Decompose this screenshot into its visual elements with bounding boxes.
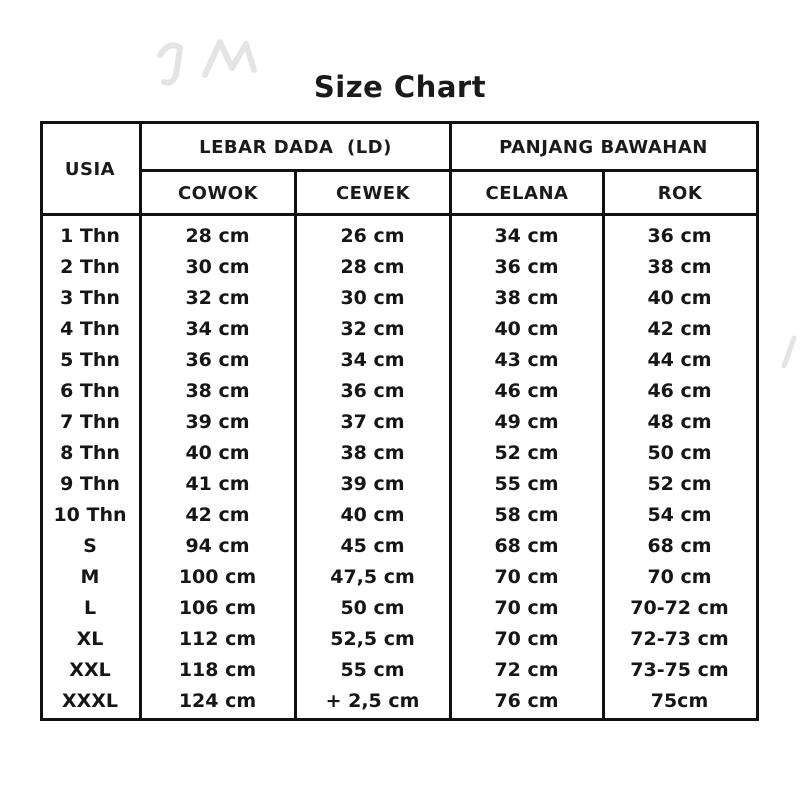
table-row bbox=[0, 593, 800, 624]
cell-rok: 48 cm bbox=[647, 411, 712, 433]
cell-rok: 42 cm bbox=[647, 318, 712, 340]
cell-rok: 70 cm bbox=[647, 566, 712, 588]
cell-usia: 5 Thn bbox=[60, 349, 120, 371]
table-row bbox=[0, 407, 800, 438]
cell-cowok: 34 cm bbox=[185, 318, 250, 340]
cell-cewek: 45 cm bbox=[340, 535, 405, 557]
table-row bbox=[0, 376, 800, 407]
cell-celana: 38 cm bbox=[494, 287, 559, 309]
cell-cewek: + 2,5 cm bbox=[325, 690, 420, 712]
table-row bbox=[0, 624, 800, 655]
cell-cowok: 28 cm bbox=[185, 225, 250, 247]
table-row bbox=[0, 469, 800, 500]
cell-celana: 36 cm bbox=[494, 256, 559, 278]
cell-cewek: 30 cm bbox=[340, 287, 405, 309]
table-row bbox=[0, 283, 800, 314]
cell-cowok: 38 cm bbox=[185, 380, 250, 402]
cell-rok: 38 cm bbox=[647, 256, 712, 278]
cell-cewek: 32 cm bbox=[340, 318, 405, 340]
cell-cowok: 40 cm bbox=[185, 442, 250, 464]
cell-cowok: 118 cm bbox=[178, 659, 257, 681]
cell-celana: 55 cm bbox=[494, 473, 559, 495]
cell-usia: L bbox=[83, 597, 97, 619]
page-title: Size Chart bbox=[313, 70, 487, 104]
cell-cewek: 38 cm bbox=[340, 442, 405, 464]
cell-cewek: 37 cm bbox=[340, 411, 405, 433]
cell-rok: 68 cm bbox=[647, 535, 712, 557]
cell-cewek: 40 cm bbox=[340, 504, 405, 526]
header-cewek: CEWEK bbox=[335, 182, 411, 204]
cell-usia: M bbox=[80, 566, 100, 588]
cell-cowok: 100 cm bbox=[178, 566, 257, 588]
cell-cewek: 47,5 cm bbox=[330, 566, 415, 588]
header-rok: ROK bbox=[657, 182, 703, 204]
table-row bbox=[0, 655, 800, 686]
cell-usia: XL bbox=[76, 628, 104, 650]
cell-celana: 43 cm bbox=[494, 349, 559, 371]
cell-cewek: 28 cm bbox=[340, 256, 405, 278]
cell-celana: 68 cm bbox=[494, 535, 559, 557]
cell-rok: 36 cm bbox=[647, 225, 712, 247]
header-celana: CELANA bbox=[485, 182, 569, 204]
cell-rok: 50 cm bbox=[647, 442, 712, 464]
cell-cowok: 124 cm bbox=[178, 690, 257, 712]
table-row bbox=[0, 686, 800, 717]
cell-usia: 1 Thn bbox=[60, 225, 120, 247]
cell-celana: 72 cm bbox=[494, 659, 559, 681]
cell-cewek: 50 cm bbox=[340, 597, 405, 619]
cell-rok: 52 cm bbox=[647, 473, 712, 495]
cell-cewek: 52,5 cm bbox=[330, 628, 415, 650]
cell-usia: 7 Thn bbox=[60, 411, 120, 433]
cell-rok: 54 cm bbox=[647, 504, 712, 526]
cell-celana: 46 cm bbox=[494, 380, 559, 402]
cell-rok: 72-73 cm bbox=[630, 628, 729, 650]
cell-cewek: 34 cm bbox=[340, 349, 405, 371]
cell-usia: 10 Thn bbox=[53, 504, 127, 526]
cell-rok: 44 cm bbox=[647, 349, 712, 371]
cell-usia: 3 Thn bbox=[60, 287, 120, 309]
cell-celana: 52 cm bbox=[494, 442, 559, 464]
table-row bbox=[0, 531, 800, 562]
table-row bbox=[0, 500, 800, 531]
cell-celana: 70 cm bbox=[494, 597, 559, 619]
table-row bbox=[0, 314, 800, 345]
cell-cowok: 42 cm bbox=[185, 504, 250, 526]
table-row bbox=[0, 252, 800, 283]
table-row bbox=[0, 438, 800, 469]
header-panjang-bawahan: PANJANG BAWAHAN bbox=[499, 136, 708, 158]
cell-cowok: 112 cm bbox=[178, 628, 257, 650]
cell-usia: 2 Thn bbox=[60, 256, 120, 278]
cell-rok: 73-75 cm bbox=[630, 659, 729, 681]
cell-usia: 4 Thn bbox=[60, 318, 120, 340]
cell-rok: 40 cm bbox=[647, 287, 712, 309]
cell-celana: 34 cm bbox=[494, 225, 559, 247]
cell-cowok: 39 cm bbox=[185, 411, 250, 433]
cell-rok: 75cm bbox=[650, 690, 709, 712]
cell-celana: 58 cm bbox=[494, 504, 559, 526]
cell-celana: 40 cm bbox=[494, 318, 559, 340]
cell-rok: 46 cm bbox=[647, 380, 712, 402]
cell-cowok: 106 cm bbox=[178, 597, 257, 619]
cell-usia: 8 Thn bbox=[60, 442, 120, 464]
cell-cowok: 41 cm bbox=[185, 473, 250, 495]
header-cowok: COWOK bbox=[177, 182, 259, 204]
cell-cowok: 94 cm bbox=[185, 535, 250, 557]
cell-usia: S bbox=[83, 535, 97, 557]
cell-cewek: 36 cm bbox=[340, 380, 405, 402]
table-row bbox=[0, 345, 800, 376]
cell-celana: 76 cm bbox=[494, 690, 559, 712]
cell-usia: 9 Thn bbox=[60, 473, 120, 495]
cell-celana: 70 cm bbox=[494, 566, 559, 588]
cell-cewek: 26 cm bbox=[340, 225, 405, 247]
header-lebar-dada: LEBAR DADA (LD) bbox=[199, 136, 392, 158]
table-row bbox=[0, 221, 800, 252]
cell-rok: 70-72 cm bbox=[630, 597, 729, 619]
cell-usia: XXL bbox=[69, 659, 111, 681]
cell-celana: 70 cm bbox=[494, 628, 559, 650]
table-row bbox=[0, 562, 800, 593]
cell-cowok: 32 cm bbox=[185, 287, 250, 309]
cell-usia: XXXL bbox=[61, 690, 119, 712]
cell-cewek: 55 cm bbox=[340, 659, 405, 681]
header-usia: USIA bbox=[64, 158, 116, 180]
cell-usia: 6 Thn bbox=[60, 380, 120, 402]
cell-cowok: 36 cm bbox=[185, 349, 250, 371]
cell-cowok: 30 cm bbox=[185, 256, 250, 278]
cell-celana: 49 cm bbox=[494, 411, 559, 433]
cell-cewek: 39 cm bbox=[340, 473, 405, 495]
